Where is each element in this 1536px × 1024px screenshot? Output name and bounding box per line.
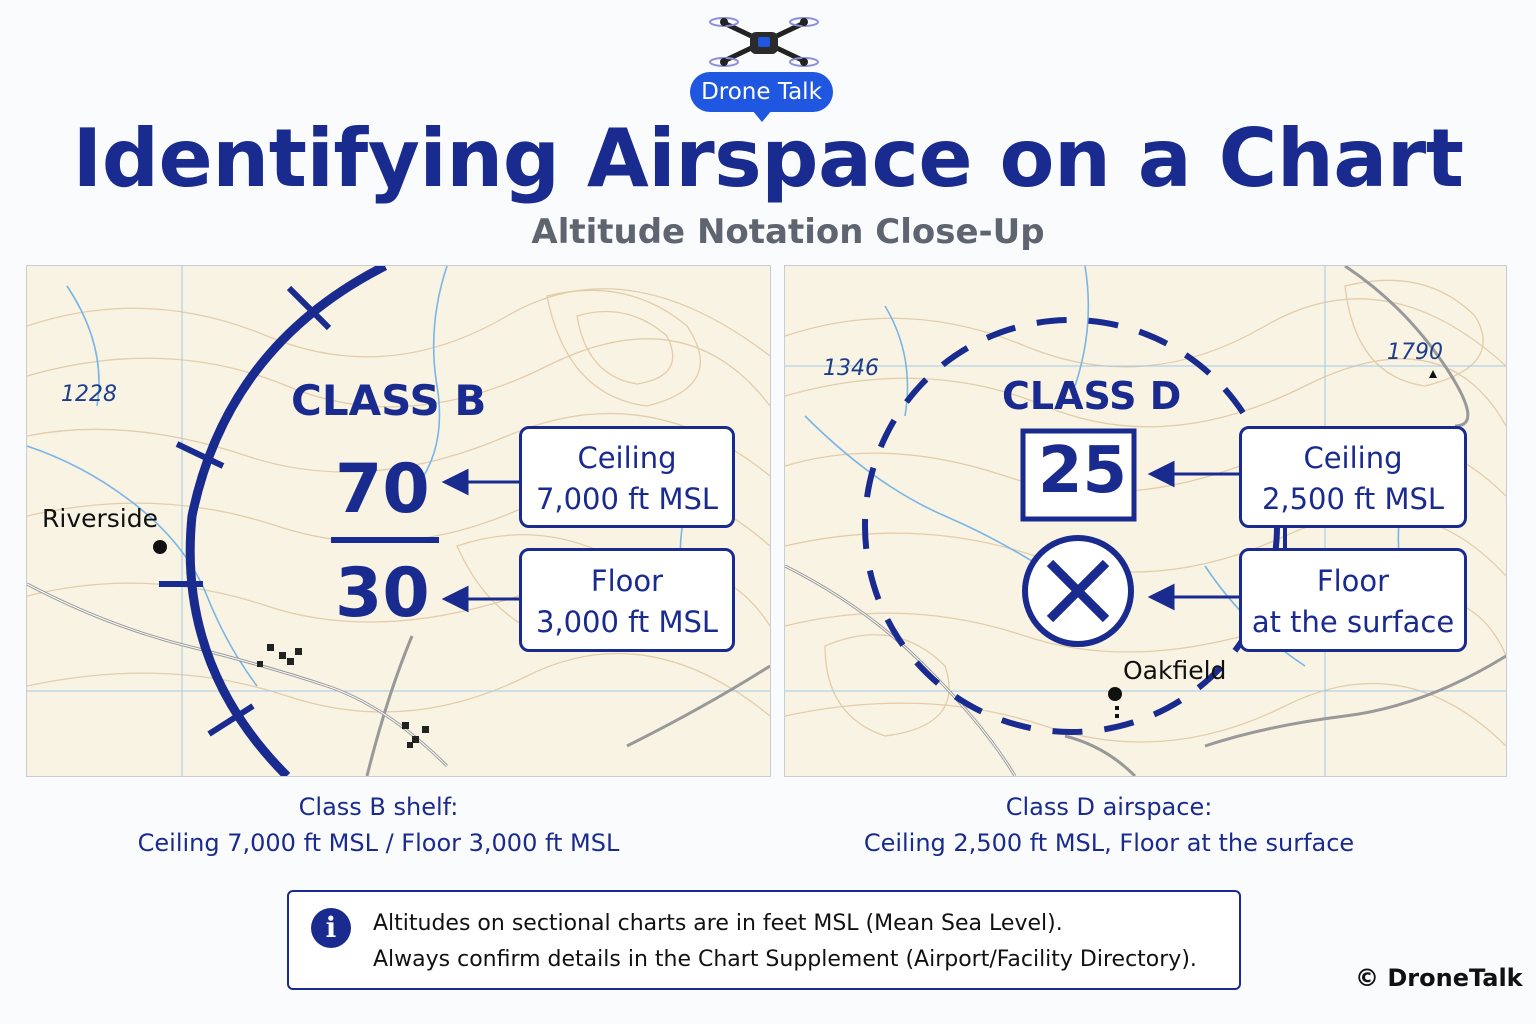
elevation-label-left: 1346	[823, 356, 879, 381]
elevation-label: 1228	[61, 382, 117, 407]
brand-badge: Drone Talk	[690, 72, 833, 112]
caption-line: Class D airspace:	[1005, 793, 1213, 821]
class-b-map-panel	[26, 265, 771, 777]
class-d-ceiling-value: 25	[1038, 434, 1128, 508]
class-b-caption	[26, 789, 731, 861]
town-label-riverside: Riverside	[42, 504, 158, 533]
info-icon: i	[311, 908, 351, 948]
callout-value: at the surface	[1251, 605, 1455, 639]
copyright: © DroneTalk	[1355, 964, 1523, 992]
class-d-ceiling-callout	[1239, 426, 1467, 528]
callout-title: Floor	[1316, 564, 1390, 598]
class-d-label: CLASS D	[1002, 374, 1182, 418]
callout-title: Ceiling	[577, 441, 677, 475]
class-d-caption	[784, 789, 1434, 861]
airport-icon	[1025, 538, 1131, 644]
class-b-floor-callout	[519, 548, 735, 652]
info-box	[287, 890, 1241, 990]
town-label-oakfield: Oakfield	[1123, 656, 1227, 685]
caption-line: Class B shelf:	[298, 793, 459, 821]
caption-line: Ceiling 2,500 ft MSL, Floor at the surface	[863, 829, 1355, 857]
class-b-ceiling-callout	[519, 426, 735, 528]
page-subtitle: Altitude Notation Close-Up	[531, 212, 1045, 252]
class-d-map-panel	[784, 265, 1507, 777]
info-line: Altitudes on sectional charts are in feet MSL (Mean Sea Level).	[373, 911, 1063, 936]
callout-value: 7,000 ft MSL	[535, 482, 719, 516]
drone-icon	[704, 10, 824, 76]
callout-title: Floor	[590, 564, 664, 598]
caption-line: Ceiling 7,000 ft MSL / Floor 3,000 ft MSL	[137, 829, 620, 857]
info-line: Always confirm details in the Chart Supplement (Airport/Facility Directory).	[373, 947, 1197, 972]
callout-title: Ceiling	[1303, 441, 1403, 475]
elevation-label-right: 1790	[1387, 340, 1443, 365]
page-title: Identifying Airspace on a Chart	[72, 112, 1464, 205]
callout-value: 3,000 ft MSL	[535, 605, 719, 639]
callout-value: 2,500 ft MSL	[1261, 482, 1445, 516]
class-b-ceiling-value: 70	[335, 450, 430, 529]
info-text	[373, 906, 1197, 978]
class-d-floor-callout	[1239, 548, 1467, 652]
class-b-label: CLASS B	[291, 376, 487, 425]
drone-talk-logo	[690, 10, 835, 122]
class-b-floor-value: 30	[335, 554, 430, 633]
